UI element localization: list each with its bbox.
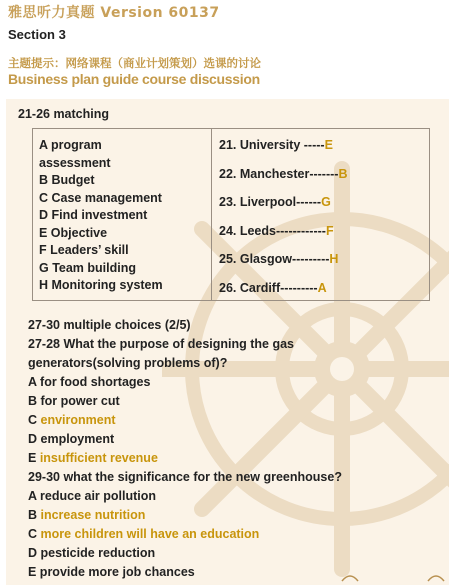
matching-table xyxy=(32,128,430,301)
answer-row xyxy=(219,223,424,252)
choice-answer: environment xyxy=(40,413,116,427)
list-item: assessment xyxy=(39,155,111,170)
answer-letter: A xyxy=(317,280,327,295)
choice-answer: more children will have an education xyxy=(40,527,260,541)
choice-item xyxy=(28,546,155,560)
matching-options-list xyxy=(39,137,209,295)
list-item: A program xyxy=(39,138,102,152)
bottom-ornament-icon xyxy=(426,571,446,583)
matching-answers-list xyxy=(219,137,424,308)
list-item: G Team building xyxy=(39,260,136,275)
topic-english: Business plan guide course discussion xyxy=(8,71,260,87)
table-divider xyxy=(211,129,212,300)
list-item: B Budget xyxy=(39,173,95,187)
content-panel xyxy=(6,99,449,585)
page-header-title: 雅思听力真题 Version 60137 xyxy=(8,5,220,21)
answer-row xyxy=(219,280,424,309)
question-text: 29-30 what the significance for the new greenhouse? xyxy=(28,470,342,484)
choice-prefix: E provide more job chances xyxy=(28,565,195,579)
answer-letter: B xyxy=(338,166,348,181)
list-item: C Case management xyxy=(39,190,162,205)
answer-text: 26. Cardiff--------- xyxy=(219,280,318,295)
choice-prefix: D employment xyxy=(28,432,115,446)
answer-letter: E xyxy=(324,138,333,152)
choice-prefix: A for food shortages xyxy=(28,375,151,389)
answer-text: 25. Glasgow--------- xyxy=(219,252,330,266)
choice-item xyxy=(28,489,156,503)
choice-item xyxy=(28,565,195,579)
answer-letter: G xyxy=(321,195,331,209)
choice-prefix: C xyxy=(28,413,41,427)
answer-row xyxy=(219,166,424,195)
answer-text: 22. Manchester------- xyxy=(219,166,339,181)
choice-prefix: A reduce air pollution xyxy=(28,489,157,503)
answer-text: 23. Liverpool------ xyxy=(219,195,322,209)
answer-text: 21. University ----- xyxy=(219,138,325,152)
question-text: 27-28 What the purpose of designing the gas xyxy=(28,337,295,351)
choice-item xyxy=(28,451,158,465)
choice-item xyxy=(28,375,150,389)
choice-prefix: E xyxy=(28,451,40,465)
mc-title: 27-30 multiple choices (2/5) xyxy=(28,318,191,332)
answer-row xyxy=(219,251,424,280)
list-item: H Monitoring system xyxy=(39,278,163,292)
answer-letter: F xyxy=(325,223,334,238)
choice-item xyxy=(28,432,114,446)
choice-prefix: D pesticide reduction xyxy=(28,546,156,560)
answer-row xyxy=(219,194,424,223)
choice-prefix: B for power cut xyxy=(28,394,120,408)
list-item: E Objective xyxy=(39,225,108,240)
choice-item xyxy=(28,527,259,541)
bottom-ornament-icon xyxy=(340,571,360,583)
section-title: Section 3 xyxy=(8,27,66,42)
answer-letter: H xyxy=(329,252,339,266)
list-item: D Find investment xyxy=(39,208,148,222)
choice-prefix: C xyxy=(28,527,41,541)
choice-item xyxy=(28,413,116,427)
answer-row xyxy=(219,137,424,166)
topic-chinese: 主题提示：网络课程（商业计划策划）选课的讨论 xyxy=(8,56,261,70)
choice-answer: insufficient revenue xyxy=(39,451,158,465)
list-item: F Leaders’ skill xyxy=(39,243,129,257)
answer-text: 24. Leeds------------ xyxy=(219,223,326,238)
matching-title: 21-26 matching xyxy=(18,107,110,121)
choice-prefix: B xyxy=(28,508,41,522)
choice-item xyxy=(28,508,145,522)
question-text: generators(solving problems of)? xyxy=(28,356,228,370)
choice-item xyxy=(28,394,120,408)
choice-answer: increase nutrition xyxy=(40,508,146,522)
